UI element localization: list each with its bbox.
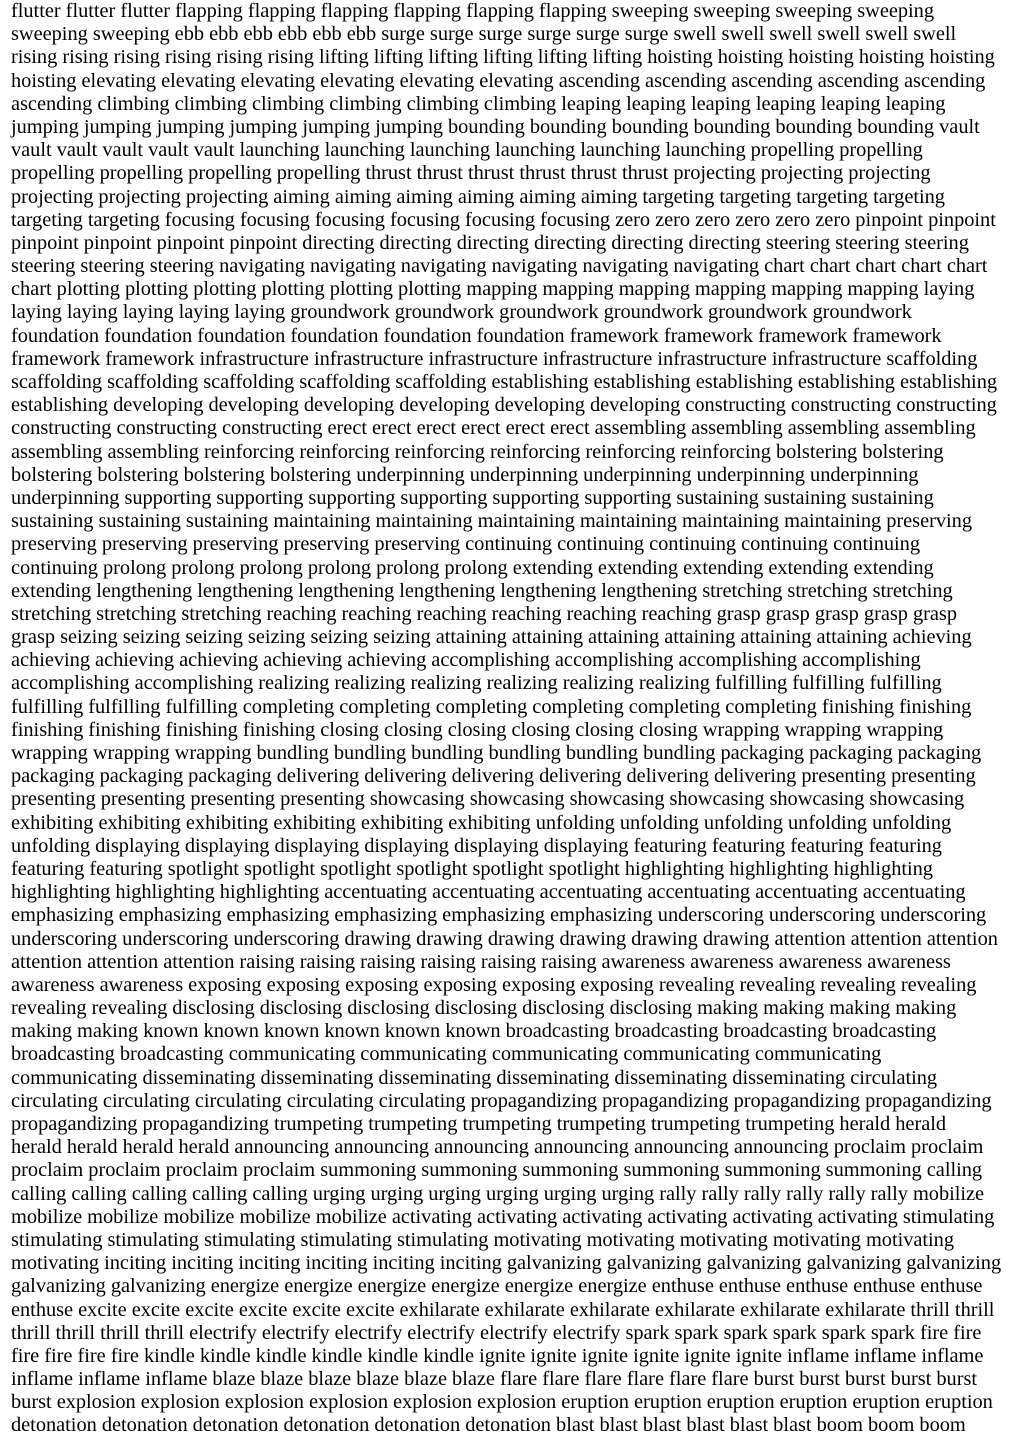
text-line: burst explosion explosion explosion explosion explosion explosion eruption eruption eruption eruption eruption eruption <box>11 1391 993 1414</box>
text-line: grasp seizing seizing seizing seizing seizing seizing attaining attaining attaining attaining attaining attaining achieving <box>11 626 972 649</box>
text-line: vault vault vault vault vault launching launching launching launching launching launching propelling propelling <box>11 139 923 162</box>
text-line: sustaining sustaining sustaining maintaining maintaining maintaining maintaining maintaining maintaining preserving <box>11 510 973 533</box>
text-line: projecting projecting projecting aiming aiming aiming aiming aiming aiming targeting targeting targeting targeting <box>11 185 945 208</box>
text-line: scaffolding scaffolding scaffolding scaffolding scaffolding establishing establishing establishing establishing establishing <box>11 371 998 393</box>
text-line: hoisting elevating elevating elevating elevating elevating elevating ascending ascending ascending ascending ascending <box>11 69 986 92</box>
text-line: herald herald herald herald announcing announcing announcing announcing announcing announcing proclaim proclaim <box>11 1136 984 1159</box>
text-line: framework framework infrastructure infrastructure infrastructure infrastructure infrastructure infrastructure scaffolding <box>11 347 978 370</box>
text-line: assembling assembling reinforcing reinforcing reinforcing reinforcing reinforcing reinforcing bolstering bolstering <box>11 440 944 463</box>
text-line: steering steering steering navigating navigating navigating navigating navigating navigating chart chart chart chart chart <box>11 255 988 278</box>
text-line: thrill thrill thrill thrill electrify electrify electrify electrify electrify electrify spark spark spark spark spark spark fire fire <box>11 1321 982 1344</box>
text-line: attention attention attention raising raising raising raising raising raising awareness awareness awareness awareness <box>11 950 951 973</box>
text-line: exhibiting exhibiting exhibiting exhibiting exhibiting exhibiting unfolding unfolding unfolding unfolding unfolding <box>11 811 952 834</box>
text-line: laying laying laying laying laying groundwork groundwork groundwork groundwork groundwork groundwork <box>11 301 912 324</box>
text-line: underscoring underscoring underscoring drawing drawing drawing drawing drawing drawing attention attention attention <box>11 927 998 950</box>
text-line: propagandizing propagandizing trumpeting trumpeting trumpeting trumpeting trumpeting trumpeting herald herald <box>11 1113 947 1135</box>
text-line: circulating circulating circulating circulating circulating propagandizing propagandizing propagandizing propagandizing <box>11 1089 992 1112</box>
text-line: sweeping sweeping ebb ebb ebb ebb ebb ebb surge surge surge surge surge surge swell swell swell swell swell swell <box>11 23 957 46</box>
text-line: constructing constructing constructing erect erect erect erect erect erect assembling assembling assembling assembling <box>11 417 976 440</box>
text-line: finishing finishing finishing finishing closing closing closing closing closing closing wrapping wrapping wrapping <box>11 718 944 741</box>
text-line: awareness awareness exposing exposing exposing exposing exposing exposing revealing revealing revealing revealing <box>11 973 977 996</box>
text-line: foundation foundation foundation foundation foundation foundation framework framework framework framework <box>11 324 942 347</box>
text-line: targeting targeting focusing focusing focusing focusing focusing focusing zero zero zero zero zero zero pinpoint pinpoint <box>11 208 996 231</box>
text-line: stimulating stimulating stimulating stimulating stimulating motivating motivating motivating motivating motivating <box>11 1228 955 1251</box>
text-line: fulfilling fulfilling fulfilling completing completing completing completing completing completing finishing finishing <box>11 695 972 718</box>
text-line: featuring featuring spotlight spotlight spotlight spotlight spotlight spotlight highlighting highlighting highlighting <box>11 857 933 880</box>
text-line: ascending climbing climbing climbing climbing climbing climbing leaping leaping leaping leaping leaping leaping <box>11 92 946 115</box>
text-line: jumping jumping jumping jumping jumping jumping bounding bounding bounding bounding bounding bounding vault <box>11 115 980 138</box>
text-line: calling calling calling calling calling urging urging urging urging urging urging rally rally rally rally rally rally mobilize <box>11 1182 985 1205</box>
text-line: flutter flutter flutter flapping flapping flapping flapping flapping flapping sweeping sweeping sweeping sweeping <box>11 0 935 22</box>
text-line: presenting presenting presenting presenting showcasing showcasing showcasing showcasing showcasing showcasing <box>11 788 965 811</box>
text-line: making making known known known known known known broadcasting broadcasting broadcasting broadcasting <box>11 1020 937 1043</box>
text-line: establishing developing developing developing developing developing developing constructing constructing constructing <box>11 394 997 417</box>
text-line: continuing prolong prolong prolong prolong prolong prolong extending extending extending extending extending <box>11 556 934 579</box>
text-line: proclaim proclaim proclaim proclaim summoning summoning summoning summoning summoning summoning calling <box>11 1159 983 1182</box>
text-line: packaging packaging packaging delivering delivering delivering delivering delivering delivering presenting presenting <box>11 765 976 788</box>
text-line: wrapping wrapping wrapping bundling bundling bundling bundling bundling bundling packaging packaging packaging <box>11 742 982 764</box>
text-line: pinpoint pinpoint pinpoint pinpoint directing directing directing directing directing directing steering steering steering <box>11 231 969 254</box>
text-line: revealing revealing disclosing disclosing disclosing disclosing disclosing disclosing making making making making <box>11 997 957 1020</box>
text-line: broadcasting broadcasting communicating communicating communicating communicating communicating <box>11 1043 882 1066</box>
text-line: bolstering bolstering bolstering bolstering underpinning underpinning underpinning underpinning underpinning <box>11 463 919 486</box>
text-line: achieving achieving achieving achieving achieving accomplishing accomplishing accomplishing accomplishing <box>11 649 921 672</box>
text-line: accomplishing accomplishing realizing realizing realizing realizing realizing realizing fulfilling fulfilling fulfilling <box>11 672 942 695</box>
text-line: stretching stretching stretching reaching reaching reaching reaching reaching reaching grasp grasp grasp grasp grasp <box>11 602 957 625</box>
text-line: motivating inciting inciting inciting inciting inciting inciting galvanizing galvanizing galvanizing galvanizing galvanizing <box>11 1252 1002 1275</box>
text-line: highlighting highlighting highlighting accentuating accentuating accentuating accentuating accentuating accentuating <box>11 881 966 904</box>
text-line: fire fire fire fire kindle kindle kindle kindle kindle kindle ignite ignite ignite ignite ignite ignite inflame inflame inflame <box>11 1344 984 1367</box>
text-line: unfolding displaying displaying displaying displaying displaying displaying featuring featuring featuring featuring <box>11 834 942 857</box>
text-line: detonation detonation detonation detonation detonation detonation blast blast blast blast blast blast boom boom boom <box>11 1414 966 1437</box>
text-line: preserving preserving preserving preserving preserving continuing continuing continuing continuing continuing <box>11 533 921 556</box>
text-line: enthuse excite excite excite excite excite excite exhilarate exhilarate exhilarate exhilarate exhilarate exhilarate thrill thrill <box>11 1298 995 1321</box>
text-line: mobilize mobilize mobilize mobilize mobilize activating activating activating activating activating activating stimulating <box>11 1205 995 1228</box>
text-line: chart plotting plotting plotting plotting plotting plotting mapping mapping mapping mapping mapping mapping laying <box>11 278 975 301</box>
text-line: underpinning supporting supporting supporting supporting supporting supporting sustaining sustaining sustaining <box>11 486 934 509</box>
text-line: extending lengthening lengthening lengthening lengthening lengthening lengthening stretching stretching stretching <box>11 579 953 602</box>
text-line: galvanizing galvanizing energize energize energize energize energize energize enthuse enthuse enthuse enthuse enthuse <box>11 1275 983 1298</box>
text-line: emphasizing emphasizing emphasizing emphasizing emphasizing emphasizing underscoring underscoring underscoring <box>11 904 987 927</box>
text-line: inflame inflame inflame blaze blaze blaze blaze blaze blaze flare flare flare flare flare flare burst burst burst burst burst <box>11 1368 977 1391</box>
text-line: propelling propelling propelling propelling thrust thrust thrust thrust thrust thrust projecting projecting projecting <box>11 162 931 185</box>
text-line: rising rising rising rising rising rising lifting lifting lifting lifting lifting lifting hoisting hoisting hoisting hoisting hoisting <box>11 46 995 69</box>
text-line: communicating disseminating disseminating disseminating disseminating disseminating disseminating circulating <box>11 1066 938 1089</box>
